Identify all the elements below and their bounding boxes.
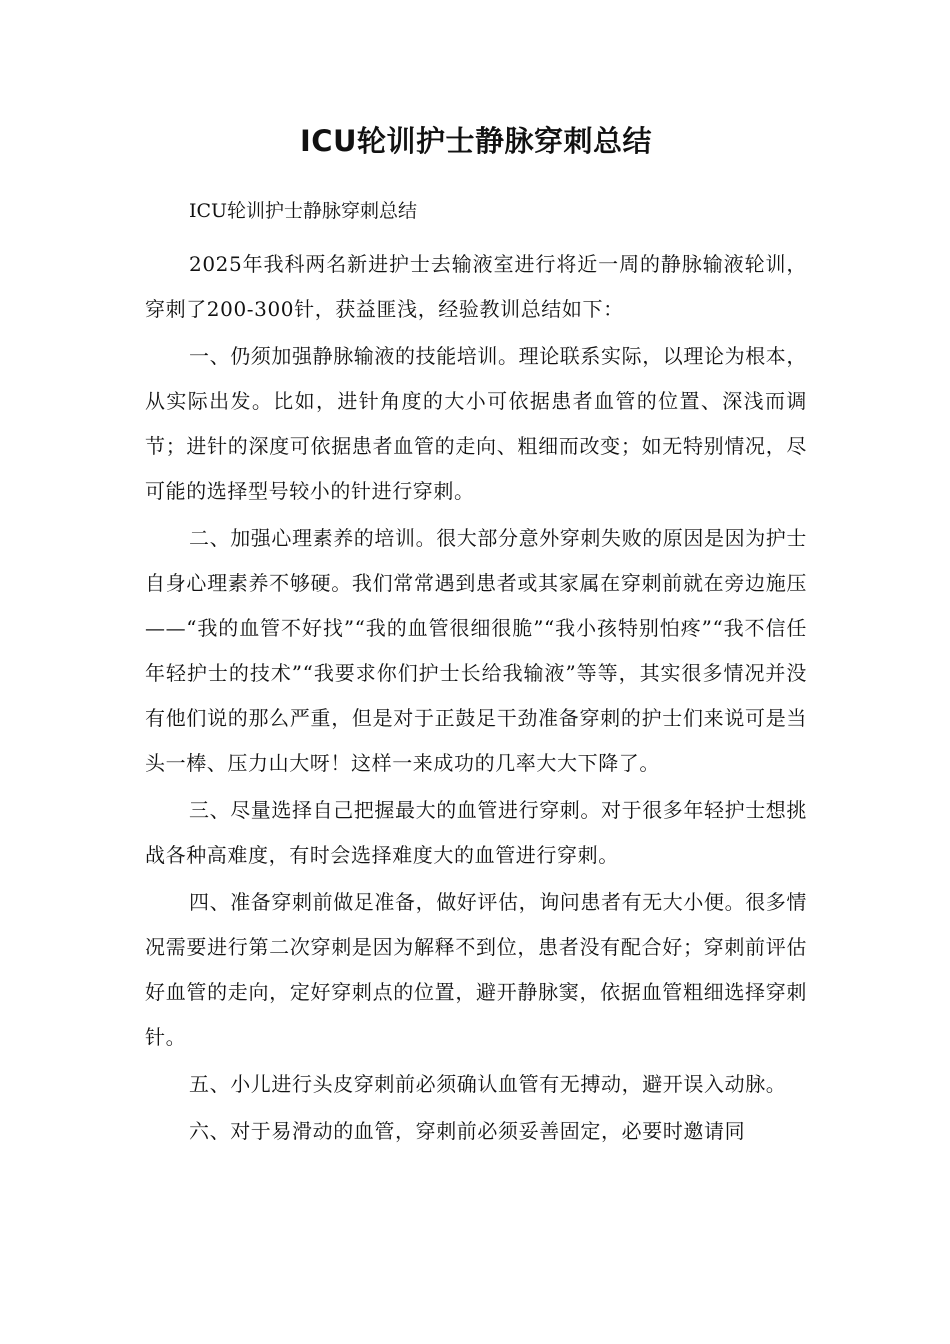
document-title: ICU轮训护士静脉穿刺总结 [299, 124, 653, 158]
paragraph-point-2: 二、加强心理素养的培训。很大部分意外穿刺失败的原因是因为护士自身心理素养不够硬。我们常常遇到患者或其家属在穿刺前就在旁边施压——“我的血管不好找”“我的血管很细很脆”“我小孩特别怕疼”“我不信任年轻护士的技术”“我要求你们护士长给我输液”等等，其实很多情况并没有他们说的那么严重，但是对于正鼓足干劲准备穿刺的护士们来说可是当头一棒、压力山大呀！这样一来成功的几率大大下降了。 [145, 526, 807, 775]
paragraph-point-1: 一、仍须加强静脉输液的技能培训。理论联系实际，以理论为根本，从实际出发。比如，进针角度的大小可依据患者血管的位置、深浅而调节；进针的深度可依据患者血管的走向、粗细而改变；如无特别情况，尽可能的选择型号较小的针进行穿刺。 [145, 344, 807, 503]
paragraph-point-4: 四、准备穿刺前做足准备，做好评估，询问患者有无大小便。很多情况需要进行第二次穿刺是因为解释不到位，患者没有配合好；穿刺前评估好血管的走向，定好穿刺点的位置，避开静脉窦，依据血管粗细选择穿刺针。 [145, 890, 807, 1049]
paragraph-point-3: 三、尽量选择自己把握最大的血管进行穿刺。对于很多年轻护士想挑战各种高难度，有时会选择难度大的血管进行穿刺。 [145, 798, 807, 867]
paragraph-point-6: 六、对于易滑动的血管，穿刺前必须妥善固定，必要时邀请同 [189, 1119, 746, 1143]
document-subtitle: ICU轮训护士静脉穿刺总结 [189, 200, 418, 222]
paragraph-point-5: 五、小儿进行头皮穿刺前必须确认血管有无搏动，避开误入动脉。 [189, 1072, 787, 1096]
paragraph-intro: 2025年我科两名新进护士去输液室进行将近一周的静脉输液轮训，穿刺了200-300针，获益匪浅，经验教训总结如下： [145, 252, 807, 321]
document-body [145, 242, 807, 1156]
document-page [145, 0, 807, 1344]
